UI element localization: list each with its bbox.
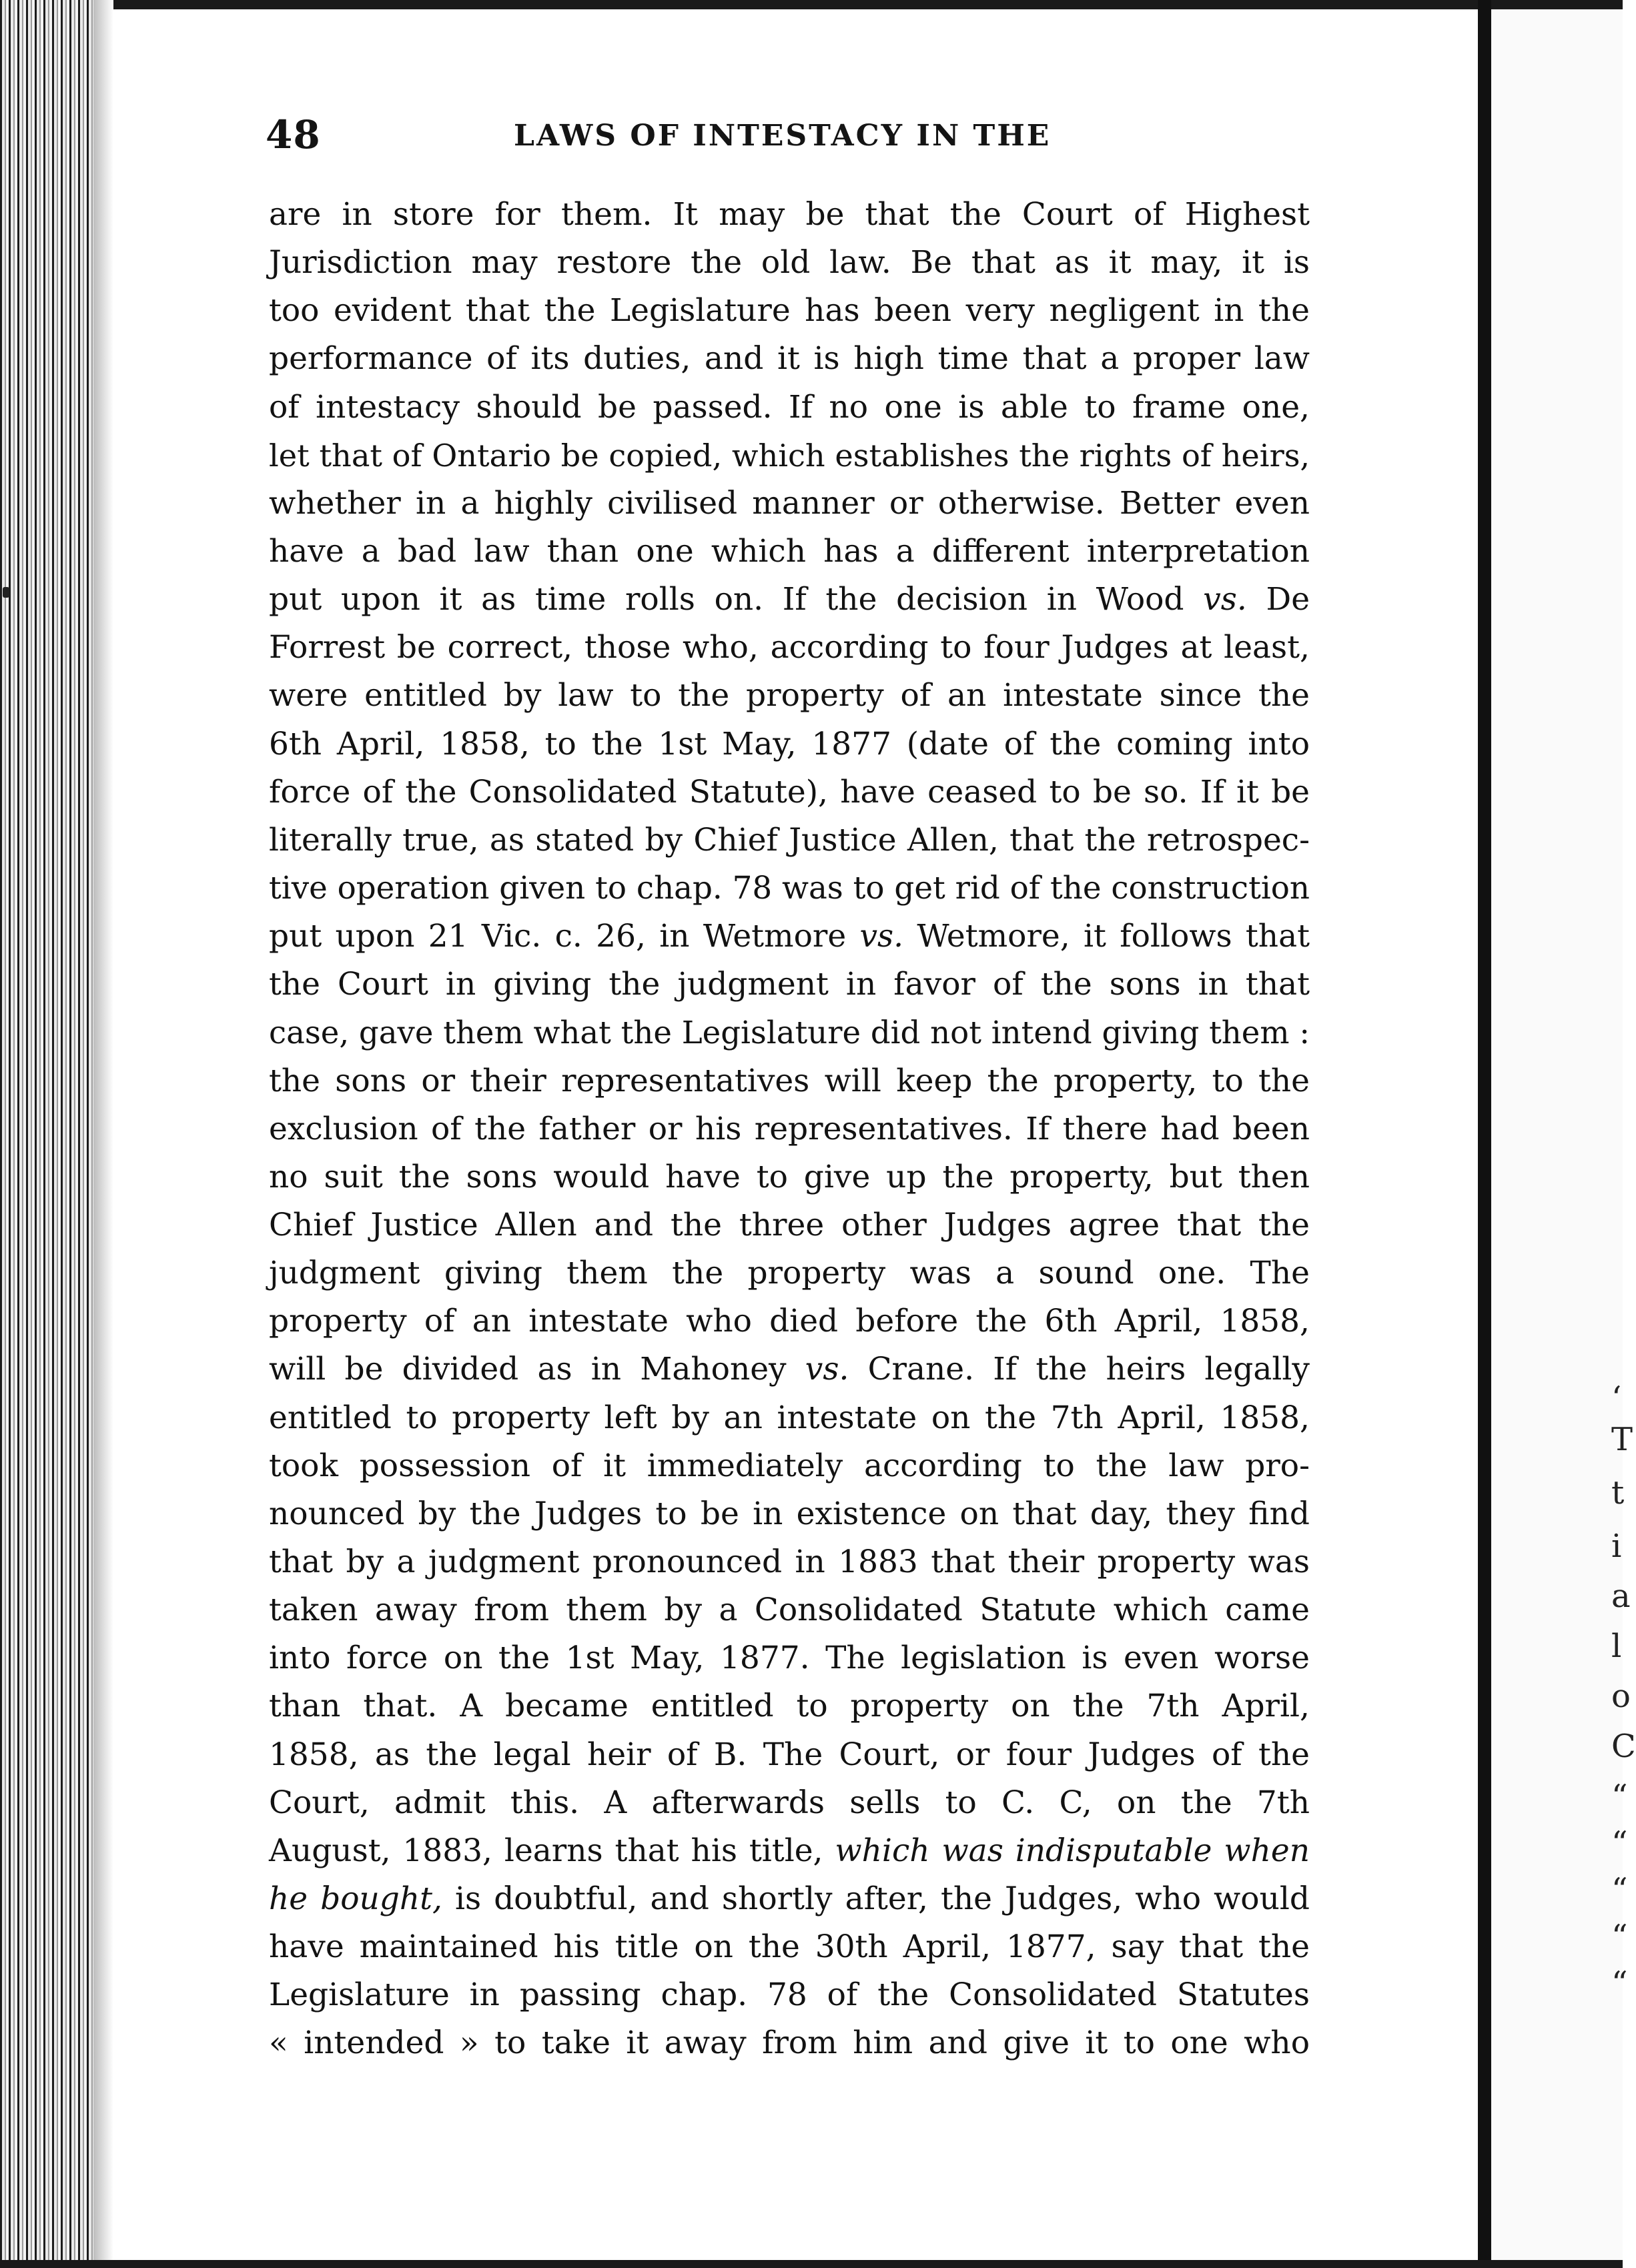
text-line — [269, 1923, 1310, 1971]
text-line — [269, 1827, 1310, 1875]
text-line — [269, 1634, 1310, 1682]
text-run: Legislature in passing chap. 78 of the Consolidated Statutes — [269, 1976, 1310, 2014]
italic-text: he bought, — [269, 1880, 442, 1917]
text-line — [269, 2019, 1310, 2067]
text-run: 6th April, 1858, to the 1st May, 1877 (date of the coming into — [269, 725, 1310, 762]
text-line — [269, 1538, 1310, 1586]
text-run: were entitled by law to the property of an intestate since the — [269, 677, 1310, 714]
running-head: LAWS OF INTESTACY IN THE — [514, 119, 1052, 153]
book-gutter — [1478, 0, 1491, 2268]
text-line — [269, 1682, 1310, 1730]
text-run: nounced by the Judges to be in existence on that day, they find — [269, 1495, 1310, 1532]
text-run: will be divided as in Mahoney — [269, 1351, 805, 1388]
text-run: Wetmore, it follows that — [903, 918, 1310, 955]
text-line — [269, 913, 1310, 961]
text-run: judgment giving them the property was a sound one. The — [269, 1255, 1310, 1292]
text-line — [269, 624, 1310, 672]
text-line — [269, 432, 1310, 480]
text-line — [269, 1394, 1310, 1442]
text-line — [269, 576, 1310, 624]
next-page-glyph: i — [1611, 1528, 1622, 1565]
text-run: tive operation given to chap. 78 was to get rid of the construction — [269, 870, 1310, 907]
next-page-glyph: “ — [1611, 1778, 1628, 1815]
text-line — [269, 720, 1310, 768]
next-page-glyph: “ — [1611, 1824, 1628, 1862]
next-page-glyph: “ — [1611, 1918, 1628, 1955]
scan-top-border — [0, 0, 1623, 9]
text-run: taken away from them by a Consolidated Statute which came — [269, 1592, 1310, 1629]
text-run: let that of Ontario be copied, which establishes the rights of heirs, — [269, 437, 1310, 474]
text-line — [269, 961, 1310, 1009]
text-run: force of the Consolidated Statute), have ceased to be so. If it be — [269, 773, 1310, 810]
text-run: put upon it as time rolls on. If the decision in Wood — [269, 581, 1204, 618]
text-line — [269, 1779, 1310, 1827]
text-line — [269, 384, 1310, 432]
text-run: Jurisdiction may restore the old law. Be that as it may, it is — [269, 244, 1310, 281]
text-line — [269, 816, 1310, 865]
text-line — [269, 1105, 1310, 1153]
text-run: Chief Justice Allen and the three other Judges agree that the — [269, 1206, 1310, 1243]
next-page-edge — [1491, 9, 1636, 2260]
text-line — [269, 239, 1310, 287]
text-run: that by a judgment pronounced in 1883 that their property was — [269, 1543, 1310, 1580]
italic-text: which was indisputable when — [835, 1832, 1310, 1869]
text-run: whether in a highly civilised manner or otherwise. Better even — [269, 484, 1310, 522]
next-page-glyph: C — [1611, 1728, 1636, 1765]
text-line — [269, 191, 1310, 239]
text-run: « intended » to take it away from him and give it to one who — [269, 2025, 1310, 2062]
text-line — [269, 672, 1310, 720]
text-line — [269, 1442, 1310, 1490]
text-run: August, 1883, learns that his title, — [269, 1832, 835, 1869]
text-run: Crane. If the heirs legally — [849, 1351, 1310, 1388]
text-run: the Court in giving the judgment in favor of the sons in that — [269, 966, 1310, 1003]
next-page-glyph: a — [1611, 1578, 1631, 1615]
next-page-glyph: T — [1611, 1421, 1633, 1458]
scan-speck — [3, 587, 9, 598]
next-page-glyph: “ — [1611, 1964, 1628, 2002]
text-line — [269, 1490, 1310, 1538]
text-line — [269, 528, 1310, 576]
text-line — [269, 1057, 1310, 1105]
text-run: case, gave them what the Legislature did not intend giving them : — [269, 1015, 1310, 1051]
text-run: De — [1246, 581, 1310, 618]
text-run: of intestacy should be passed. If no one is able to frame one, — [269, 388, 1310, 426]
scan-bottom-border — [0, 2260, 1623, 2268]
text-run: Court, admit this. A afterwards sells to C. C, on the 7th — [269, 1784, 1310, 1821]
next-page-glyph: ‘ — [1611, 1379, 1622, 1417]
text-run: literally true, as stated by Chief Justice Allen, that the retrospec- — [269, 821, 1310, 859]
text-line — [269, 768, 1310, 816]
next-page-glyph: l — [1611, 1628, 1622, 1665]
text-line — [269, 1875, 1310, 1923]
text-line — [269, 1345, 1310, 1393]
text-run: took possession of it immediately according to the law pro- — [269, 1447, 1310, 1484]
text-run: the sons or their representatives will keep the property, to the — [269, 1062, 1310, 1099]
text-line — [269, 1971, 1310, 2019]
italic-text: vs. — [805, 1351, 849, 1388]
page-number: 48 — [266, 112, 321, 157]
text-run: Forrest be correct, those who, according to four Judges at least, — [269, 629, 1310, 666]
text-run: have a bad law than one which has a different interpretation — [269, 532, 1310, 570]
text-run: are in store for them. It may be that the Court of Highest — [269, 196, 1310, 233]
text-line — [269, 335, 1310, 383]
text-line — [269, 1249, 1310, 1297]
text-run: property of an intestate who died before the 6th April, 1858, — [269, 1303, 1310, 1340]
text-line — [269, 287, 1310, 335]
next-page-glyph: “ — [1611, 1871, 1628, 1908]
text-run: is doubtful, and shortly after, the Judges, who would — [442, 1880, 1310, 1917]
body-text — [269, 191, 1310, 2067]
text-run: entitled to property left by an intestate on the 7th April, 1858, — [269, 1399, 1310, 1436]
text-run: have maintained his title on the 30th April, 1877, say that the — [269, 1928, 1310, 1966]
text-run: into force on the 1st May, 1877. The legislation is even worse — [269, 1640, 1310, 1677]
text-line — [269, 1009, 1310, 1057]
text-run: performance of its duties, and it is high time that a proper law — [269, 340, 1310, 378]
text-run: than that. A became entitled to property on the 7th April, — [269, 1688, 1310, 1725]
text-line — [269, 1201, 1310, 1249]
text-run: put upon 21 Vic. c. 26, in Wetmore — [269, 918, 860, 955]
text-line — [269, 1153, 1310, 1201]
text-line — [269, 1731, 1310, 1779]
text-line — [269, 865, 1310, 913]
text-run: no suit the sons would have to give up the property, but then — [269, 1158, 1310, 1195]
next-page-glyph: o — [1611, 1678, 1631, 1715]
text-line — [269, 480, 1310, 528]
book-page-edges — [0, 0, 93, 2268]
text-line — [269, 1586, 1310, 1634]
text-run: 1858, as the legal heir of B. The Court, or four Judges of the — [269, 1736, 1310, 1773]
next-page-glyph: t — [1611, 1474, 1625, 1512]
text-line — [269, 1297, 1310, 1345]
italic-text: vs. — [1203, 581, 1247, 618]
text-run: exclusion of the father or his representatives. If there had been — [269, 1110, 1310, 1147]
italic-text: vs. — [859, 918, 904, 955]
text-run: too evident that the Legislature has been very negligent in the — [269, 292, 1310, 330]
page-shadow — [93, 0, 113, 2268]
